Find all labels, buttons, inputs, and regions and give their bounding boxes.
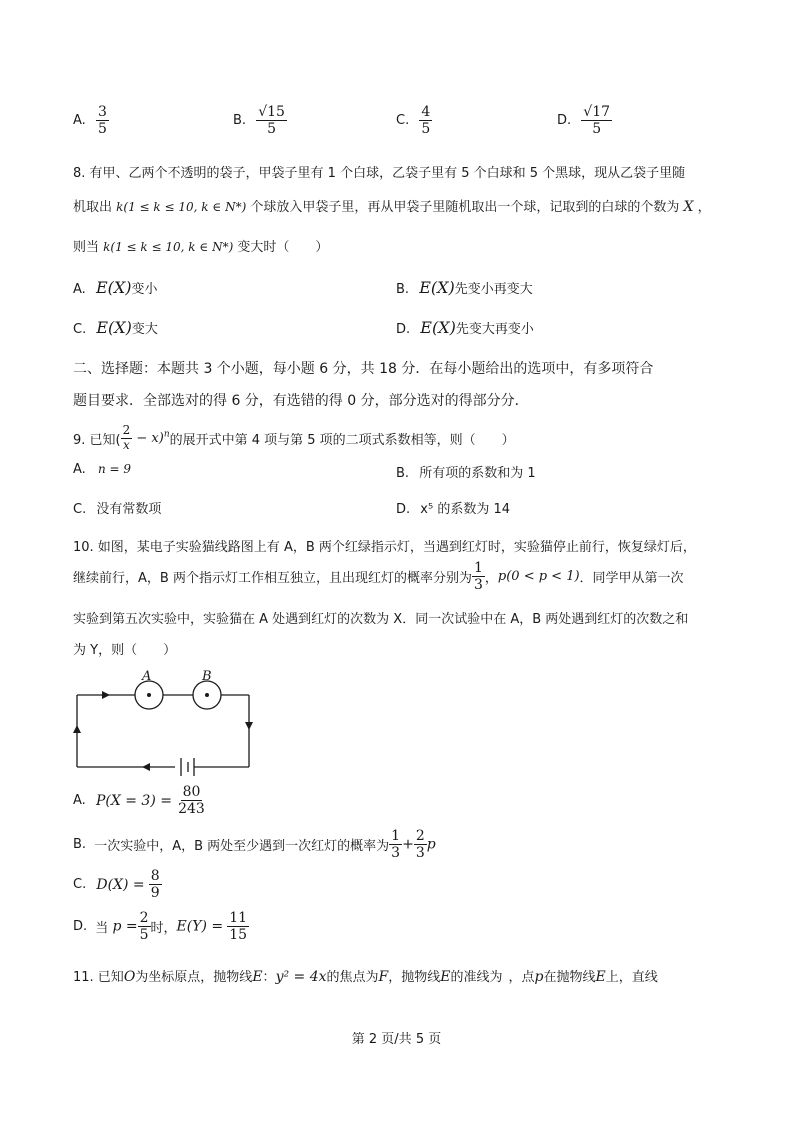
q8-option-b: B. E(X)先变小再变大 — [396, 278, 533, 297]
arrow-left-icon — [142, 763, 150, 771]
q8-option-d: D. E(X)先变大再变小 — [396, 318, 534, 337]
section-2-heading-line-2: 题目要求．全部选对的得 6 分，有选错的得 0 分，部分选对的得部分分． — [73, 393, 529, 409]
fraction: $\frac{2}{3}$ — [415, 828, 425, 862]
lamp-a-dot — [147, 693, 151, 697]
q9-stem: 9. 已知( $\frac{2}{x}$ − x)$^n$的展开式中第 4 项与第 5 项的二项式系数相等，则（ ） — [73, 423, 515, 452]
q9-option-b: B. 所有项的系数和为 1 — [396, 466, 536, 481]
fraction: $\frac{8}{9}$ — [150, 868, 160, 902]
q8-line-1: 8. 有甲、乙两个不透明的袋子，甲袋子里有 1 个白球，乙袋子里有 5 个白球和 5 个黑球，现从乙袋子里随 — [73, 166, 686, 181]
q10-option-c: C. D(X) = $\frac{8}{9}$ — [73, 868, 160, 902]
q7-option-b: B. $\frac{√15}{5}$ — [233, 104, 285, 138]
fraction: $\frac{1}{3}$ — [473, 560, 483, 594]
arrow-up-icon — [73, 725, 81, 733]
fraction: $\frac{2}{x}$ — [122, 423, 131, 452]
q11-stem: 11. 已知O为坐标原点，抛物线E：y² = 4x的焦点为F，抛物线E的准线为 ，点p在抛物线E上，直线 — [73, 969, 658, 985]
q8-line-2: 机取出 k(1 ≤ k ≤ 10, k ∈ N*) 个球放入甲袋子里，再从甲袋子里随机取出一个球，记取到的白球的个数为 X ， — [73, 199, 711, 215]
k-condition: k(1 ≤ k ≤ 10, k ∈ N*) — [103, 240, 234, 254]
q7-option-d: D. $\frac{√17}{5}$ — [557, 104, 611, 138]
fraction: $\frac{1}{3}$ — [391, 828, 401, 862]
q8-option-a: A. E(X)变小 — [73, 278, 158, 297]
fraction: $\frac{√17}{5}$ — [583, 104, 611, 138]
lamp-b-dot — [205, 693, 209, 697]
circuit-diagram — [70, 664, 260, 776]
fraction: $\frac{80}{243}$ — [178, 784, 205, 818]
q10-option-a: A. P(X = 3) = $\frac{80}{243}$ — [73, 784, 205, 818]
fraction: $\frac{3}{5}$ — [97, 104, 107, 138]
fraction: $\frac{√15}{5}$ — [258, 104, 285, 138]
label-a: A — [142, 669, 152, 684]
section-2-heading-line-1: 二、选择题：本题共 3 个小题，每小题 6 分，共 18 分．在每小题给出的选项中，有多项符合 — [73, 361, 654, 377]
q10-option-d: D. 当 p = $\frac{2}{5}$ 时，E(Y) = $\frac{11}{15}$ — [73, 910, 248, 944]
label-b: B — [202, 669, 212, 684]
q9-option-d: D. x⁵ 的系数为 14 — [396, 502, 511, 517]
q10-line-4: 为 Y，则（ ） — [73, 643, 177, 658]
arrow-down-icon — [245, 722, 253, 730]
q8-option-c: C. E(X)变大 — [73, 318, 158, 337]
q10-option-b: B. 一次实验中，A，B 两处至少遇到一次红灯的概率为 $\frac{1}{3}$ + $\frac{2}{3}$ p — [73, 828, 436, 862]
q10-line-2: 继续前行，A，B 两个指示灯工作相互独立，且出现红灯的概率分别为 $\frac{1}{3}$ ，p(0 < p < 1)．同学甲从第一次 — [73, 560, 684, 594]
fraction: $\frac{4}{5}$ — [421, 104, 431, 138]
arrow-right-icon — [102, 691, 110, 699]
q9-option-a: A. n = 9 — [73, 462, 131, 477]
q9-option-c: C. 没有常数项 — [73, 502, 162, 517]
q7-option-a: A. $\frac{3}{5}$ — [73, 104, 107, 138]
fraction: $\frac{2}{5}$ — [139, 910, 149, 944]
q10-line-3: 实验到第五次实验中，实验猫在 A 处遇到红灯的次数为 X．同一次试验中在 A，B 两处遇到红灯的次数之和 — [73, 612, 689, 627]
q7-option-c: C. $\frac{4}{5}$ — [396, 104, 431, 138]
page-footer: 第 2 页/共 5 页 — [351, 1032, 442, 1047]
q8-line-3: 则当 k(1 ≤ k ≤ 10, k ∈ N*) 变大时（ ） — [73, 240, 329, 255]
k-condition: k(1 ≤ k ≤ 10, k ∈ N*) — [116, 200, 247, 214]
q10-line-1: 10. 如图，某电子实验猫线路图上有 A，B 两个红绿指示灯，当遇到红灯时，实验猫停止前行，恢复绿灯后， — [73, 540, 696, 555]
fraction: $\frac{11}{15}$ — [229, 910, 248, 944]
